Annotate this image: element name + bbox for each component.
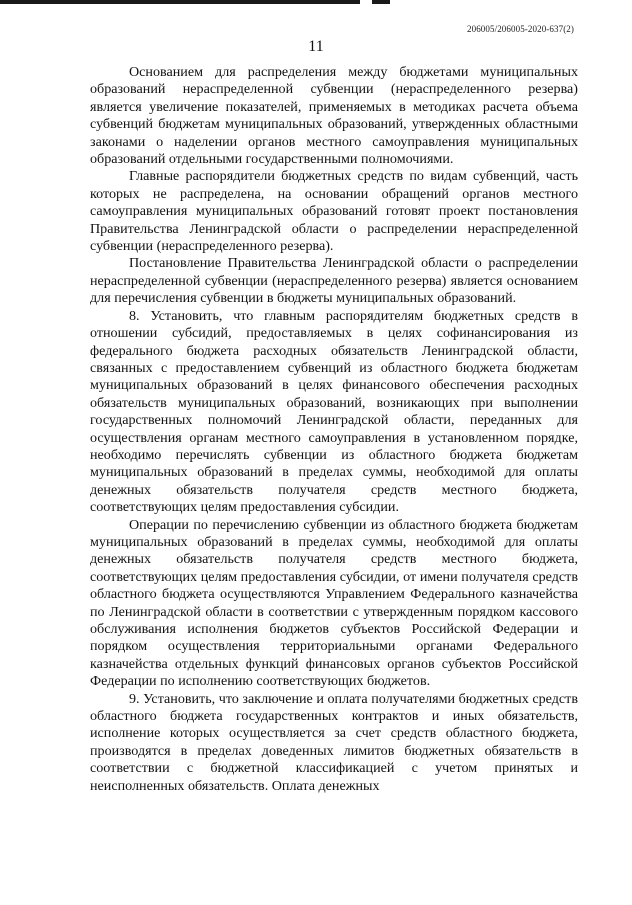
paragraph-clause-8: 8. Установить, что главным распорядителям бюджетных средств в отношении субсидий, предоставляемых в целях софинансирования из федерального бюджета расходных обязательств Ленинградской области, связанных с предоставлением субвенций из областного бюджета бюджетам муниципальных образований в целях финансового обеспечения расходных обязательств муниципальных образований, возникающих при выполнении государственных полномочий Ленинградской области, переданных для осуществления органам местного самоуправления в установленном порядке, необходимо перечислять субвенции из областного бюджета бюджетам муниципальных образований в пределах суммы, необходимой для оплаты денежных обязательств получателя средств местного бюджета, соответствующих целям предоставления субсидии. xyxy=(90,307,578,516)
paragraph-transfer-operations: Операции по перечислению субвенции из областного бюджета бюджетам муниципальных образований в пределах суммы, необходимой для оплаты денежных обязательств получателя средств местного бюджета, соответствующих целям предоставления субсидии, от имени получателя средств областного бюджета осуществляются Управлением Федерального казначейства по Ленинградской области в соответствии с утвержденным порядком кассового обслуживания исполнения бюджетов субъектов Российской Федерации и порядком осуществления территориальными органами Федерального казначейства отдельных функций финансовых органов субъектов Российской Федерации по исполнению соответствующих бюджетов. xyxy=(90,516,578,690)
paragraph-clause-9: 9. Установить, что заключение и оплата получателями бюджетных средств областного бюджета государственных контрактов и иных обязательств, исполнение которых осуществляется за счет средств областного бюджета, производятся в пределах доведенных лимитов бюджетных обязательств в соответствии с бюджетной классификацией с учетом принятых и неисполненных обязательств. Оплата денежных xyxy=(90,690,578,794)
paragraph-chief-administrators: Главные распорядители бюджетных средств по видам субвенций, часть которых не распределена, на основании обращений органов местного самоуправления муниципальных образований готовят проект постановления Правительства Ленинградской области о распределении нераспределенной субвенции (нераспределенного резерва). xyxy=(90,168,578,255)
page-number: 11 xyxy=(308,38,324,55)
document-body xyxy=(90,64,578,795)
top-edge-rule xyxy=(0,0,360,4)
paragraph-distribution-basis: Основанием для распределения между бюджетами муниципальных образований нераспределенной субвенции (нераспределенного резерва) является увеличение показателей, применяемых в методиках расчета объема субвенций бюджетам муниципальных образований, утвержденных областными законами о наделении органов местного самоуправления муниципальных образований отдельными государственными полномочиями. xyxy=(90,64,578,168)
paragraph-government-resolution: Постановление Правительства Ленинградской области о распределении нераспределенной субвенции (нераспределенного резерва) является основанием для перечисления субвенции в бюджеты муниципальных образований. xyxy=(90,255,578,307)
top-edge-rule-short xyxy=(372,0,390,4)
document-number: 206005/206005-2020-637(2) xyxy=(467,24,574,34)
